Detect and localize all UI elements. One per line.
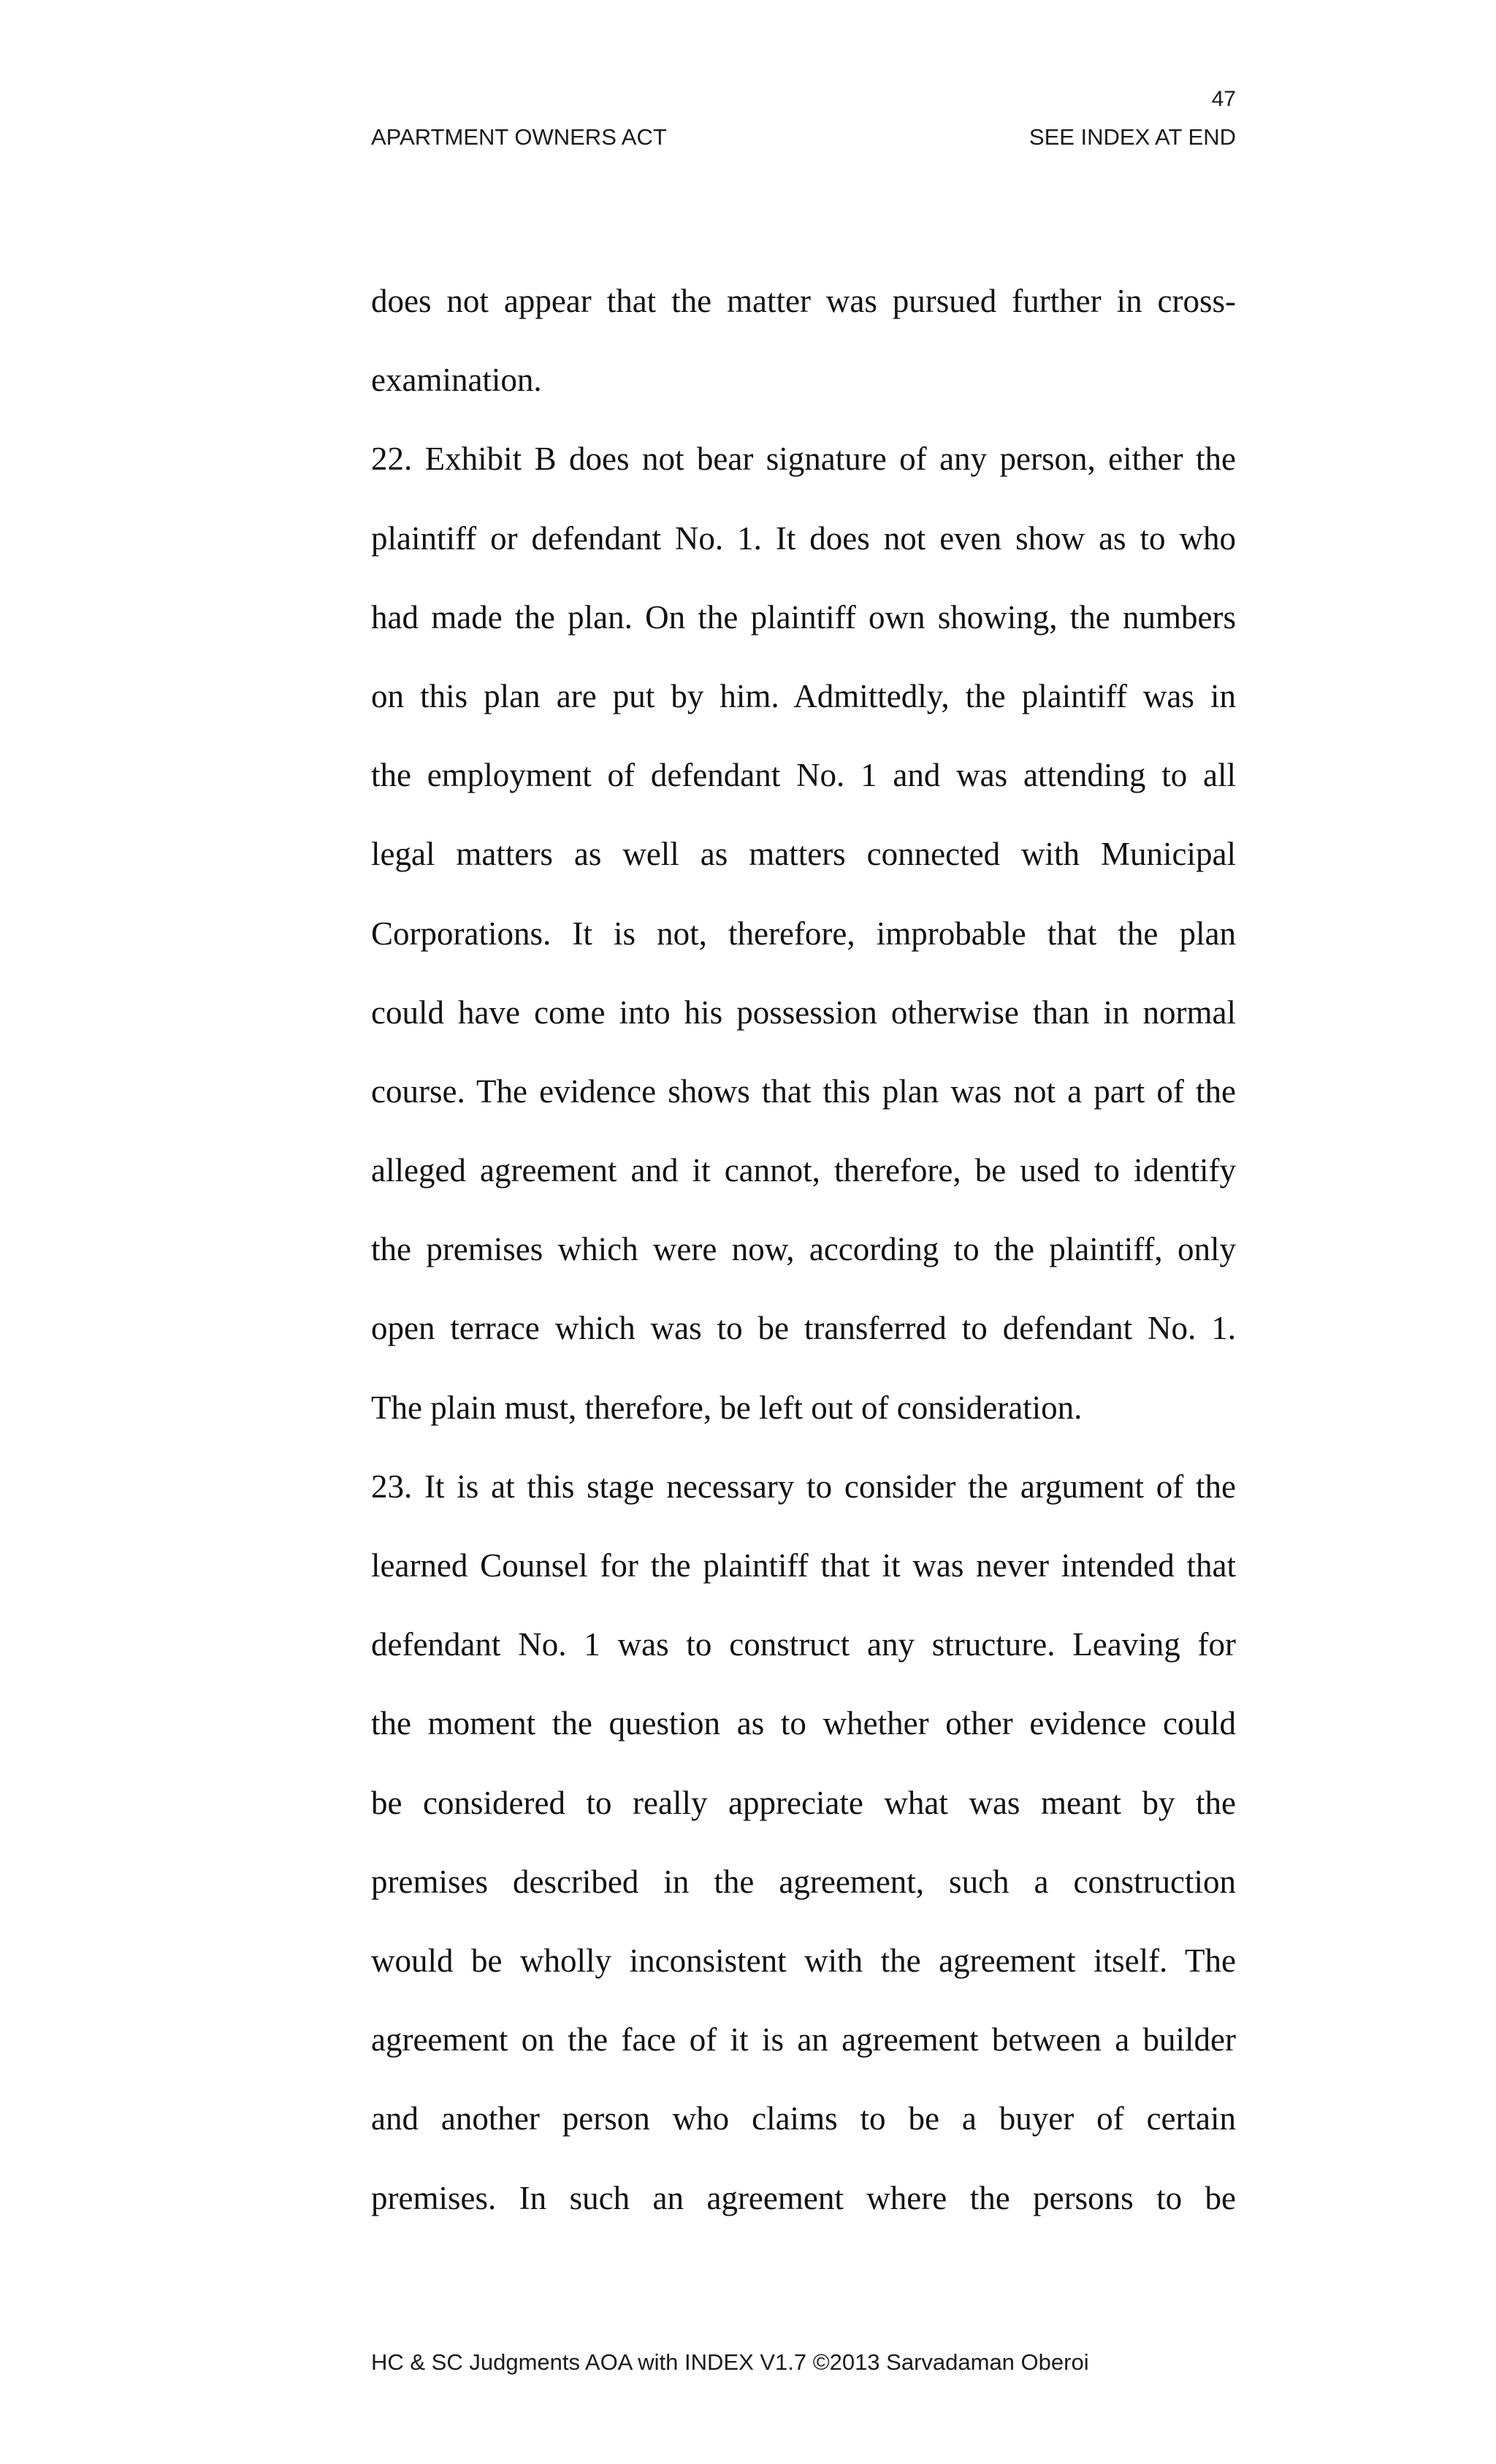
text-line: Corporations. It is not, therefore, improbable that the plan [371,915,1236,952]
body-text [371,262,1236,2238]
text-line: the premises which were now, according to the plaintiff, only [371,1231,1236,1268]
text-line: on this plan are put by him. Admittedly, the plaintiff was in [371,677,1236,714]
text-line: examination. [371,362,542,399]
text-line: the employment of defendant No. 1 and was attending to all [371,757,1236,794]
running-header [371,123,1236,152]
text-line: alleged agreement and it cannot, therefore, be used to identify [371,1152,1236,1189]
text-line: legal matters as well as matters connected with Municipal [371,836,1236,873]
text-line: would be wholly inconsistent with the agreement itself. The [371,1942,1236,1979]
text-line: and another person who claims to be a buyer of certain [371,2100,1236,2137]
text-line: premises. In such an agreement where the persons to be [371,2179,1236,2216]
text-line: could have come into his possession otherwise than in normal [371,993,1236,1031]
text-line: defendant No. 1 was to construct any structure. Leaving for [371,1626,1236,1663]
header-title-right: SEE INDEX AT END [1028,124,1236,150]
text-line: course. The evidence shows that this plan was not a part of the [371,1072,1236,1110]
page-footer: HC & SC Judgments AOA with INDEX V1.7 ©2013 Sarvadaman Oberoi [371,2349,1089,2375]
text-line: 22. Exhibit B does not bear signature of any person, either the [371,440,1236,478]
text-line: The plain must, therefore, be left out of consideration. [371,1389,1083,1426]
text-line: plaintiff or defendant No. 1. It does not even show as to who [371,519,1236,557]
text-line: learned Counsel for the plaintiff that it was never intended that [371,1547,1236,1584]
text-line: 23. It is at this stage necessary to consider the argument of the [371,1468,1236,1505]
text-line: be considered to really appreciate what was meant by the [371,1784,1236,1821]
text-line: open terrace which was to be transferred to defendant No. 1. [371,1310,1236,1347]
text-line: had made the plan. On the plaintiff own showing, the numbers [371,598,1236,636]
text-line: the moment the question as to whether other evidence could [371,1705,1236,1742]
text-line: agreement on the face of it is an agreement between a builder [371,2021,1236,2059]
page-number: 47 [1211,87,1236,111]
text-line: premises described in the agreement, such a construction [371,1863,1236,1900]
text-line: does not appear that the matter was pursued further in cross- [371,283,1236,319]
header-title-left: APARTMENT OWNERS ACT [371,124,667,150]
